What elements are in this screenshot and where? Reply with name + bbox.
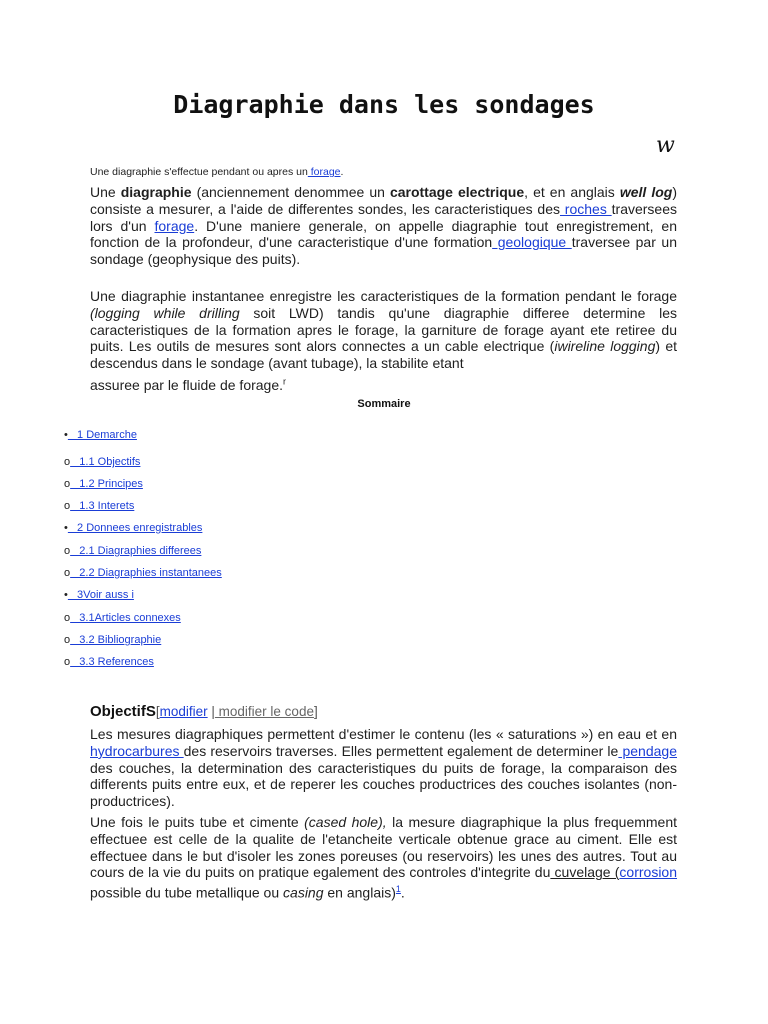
- toc-link[interactable]: 3.3 References: [70, 656, 154, 668]
- p2-term-lwd: (logging while drilling: [90, 304, 240, 321]
- toc-item[interactable]: [64, 456, 140, 468]
- bullet-marker: o: [64, 456, 71, 468]
- page-title: Diagraphie dans les sondages: [173, 90, 595, 119]
- p3-text-c: des couches, la determination des caracteristiques du puits de forage, la comparaison des differents puits entre eux, et de reperer les couches productrices des couches isolantes (non-productrices).: [90, 759, 677, 810]
- modifier-code-link[interactable]: modifier le code: [214, 704, 314, 719]
- bullet-marker: •: [64, 522, 68, 534]
- toc-link[interactable]: 1 Demarche: [67, 429, 137, 441]
- toc-item[interactable]: [64, 656, 154, 668]
- bullet-marker: o: [64, 478, 71, 490]
- toc-item[interactable]: [64, 500, 134, 512]
- paragraph-objectifs: [90, 726, 677, 810]
- toc-title: Sommaire: [357, 398, 411, 410]
- toc-item[interactable]: [64, 545, 201, 557]
- forage-link[interactable]: forage: [307, 166, 341, 178]
- section-heading: [90, 703, 318, 720]
- p4-text-f: en anglais): [323, 884, 396, 901]
- intro-end: .: [340, 166, 344, 178]
- toc-item[interactable]: [64, 478, 143, 490]
- p1-term-diagraphie: diagraphie: [120, 184, 192, 200]
- bullet-marker: o: [64, 567, 71, 579]
- cuvelage-link[interactable]: cuvelage (: [550, 864, 620, 881]
- bullet-marker: o: [64, 500, 71, 512]
- edit-separator: |: [207, 704, 215, 719]
- toc-item[interactable]: [64, 612, 181, 624]
- section-title: ObjectifS: [90, 703, 156, 720]
- toc-item[interactable]: [64, 522, 202, 534]
- p1-term-well-log: well log: [619, 184, 673, 200]
- p4-text-g: .: [400, 884, 405, 901]
- corrosion-link[interactable]: corrosion: [619, 864, 678, 881]
- paragraph-cimentation: [90, 814, 677, 902]
- p4-text-a: Une fois le puits tube et cimente: [90, 814, 305, 830]
- toc-item[interactable]: [64, 634, 161, 646]
- bullet-marker: •: [64, 589, 68, 601]
- intro-text: Une diagraphie s'effectue pendant ou apres un: [90, 166, 308, 178]
- toc-item[interactable]: [64, 589, 134, 601]
- modifier-link[interactable]: modifier: [159, 704, 208, 719]
- bullet-marker: o: [64, 634, 71, 646]
- geologique-link[interactable]: geologique: [492, 234, 572, 251]
- p1-text-g: ) consiste a mesurer, a l'aide de differentes sondes, les caracteristiques des: [90, 184, 677, 217]
- p2-text-f: assuree par le fluide de forage.: [90, 376, 284, 393]
- p2-text-a: Une diagraphie instantanee enregistre les caracteristiques de la formation pendant le forage: [90, 288, 677, 304]
- toc-item[interactable]: [64, 429, 137, 441]
- p4-term-casing: casing: [283, 884, 324, 901]
- pendage-link[interactable]: pendage: [618, 742, 677, 759]
- toc-link[interactable]: 1.1 Objectifs: [70, 456, 141, 468]
- edit-bracket-open: [: [155, 704, 160, 719]
- hydrocarbures-link[interactable]: hydrocarbures: [90, 742, 184, 759]
- p1-text-c: (anciennement denommee un: [191, 184, 390, 200]
- roches-link[interactable]: roches: [559, 200, 612, 217]
- p3-text-b: des reservoirs traverses. Elles permettent egalement de determiner le: [183, 742, 619, 759]
- p2-term-wireline: iwireline logging: [554, 338, 656, 355]
- bullet-marker: o: [64, 545, 71, 557]
- p1-text-a: Une: [90, 184, 121, 200]
- toc-link[interactable]: 2 Donnees enregistrables: [67, 522, 203, 534]
- bullet-marker: •: [64, 429, 68, 441]
- p4-text-d: possible du tube metallique ou: [90, 884, 284, 901]
- intro-line: [90, 166, 343, 178]
- footnote-1-link[interactable]: 1: [395, 884, 401, 895]
- toc-link[interactable]: 2.1 Diagraphies differees: [70, 545, 202, 557]
- p1-text-e: , et en anglais: [524, 184, 620, 200]
- paragraph-definition: [90, 184, 677, 268]
- p4-term-cased-hole: (cased hole),: [304, 814, 387, 830]
- p1-text-h: traversees lors d'un: [90, 200, 677, 234]
- toc-item[interactable]: [64, 567, 222, 579]
- p1-term-carottage: carottage electrique: [389, 184, 525, 200]
- p1-text-i: . D'une maniere generale, on appelle diagraphie tout enregistrement, en fonction de la profondeur, d'une caracteristique d'une formation: [90, 217, 677, 251]
- edit-links: [156, 704, 318, 719]
- paragraph-instantanee: [90, 288, 677, 394]
- p2-text-e: ) et descendus dans le sondage (avant tubage), la stabilite etant: [90, 338, 678, 372]
- p3-text-a: Les mesures diagraphiques permettent d'estimer le contenu (les « saturations ») en eau et en: [90, 726, 677, 742]
- toc-link[interactable]: 1.2 Principes: [70, 478, 143, 490]
- edit-bracket-close: ]: [313, 704, 318, 719]
- toc-link[interactable]: 3Voir auss i: [67, 589, 134, 601]
- toc-link[interactable]: 2.2 Diagraphies instantanees: [70, 567, 222, 579]
- toc-link[interactable]: 1.3 Interets: [70, 500, 135, 512]
- p2-text-c: soit LWD) tandis qu'une diagraphie differee determine les caracteristiques de la formation apres le forage, la garniture de forage ayant ete retiree du puits. Les outils de mesures sont alors connectes a un cable electrique (: [90, 304, 677, 355]
- p4-text-c: la mesure diagraphique la plus frequemment effectuee est celle de la qualite de l'etancheite verticale obtenue grace au ciment. Elle est effectuee dans le but d'isoler les zones poreuses (ou reservoirs) les unes des autres. Tout au cours de la vie du puits on pratique egalement des controles d'integrite du: [90, 814, 678, 881]
- bullet-marker: o: [64, 612, 71, 624]
- p1-text-j: traversee par un sondage (geophysique des puits).: [90, 234, 677, 268]
- toc-link[interactable]: 3.1Articles connexes: [70, 612, 181, 624]
- forage-link-2[interactable]: forage: [154, 217, 195, 234]
- p2-footnote-mark: r: [283, 376, 287, 387]
- watermark-glyph: w: [656, 133, 675, 158]
- bullet-marker: o: [64, 656, 71, 668]
- toc-link[interactable]: 3.2 Bibliographie: [70, 634, 162, 646]
